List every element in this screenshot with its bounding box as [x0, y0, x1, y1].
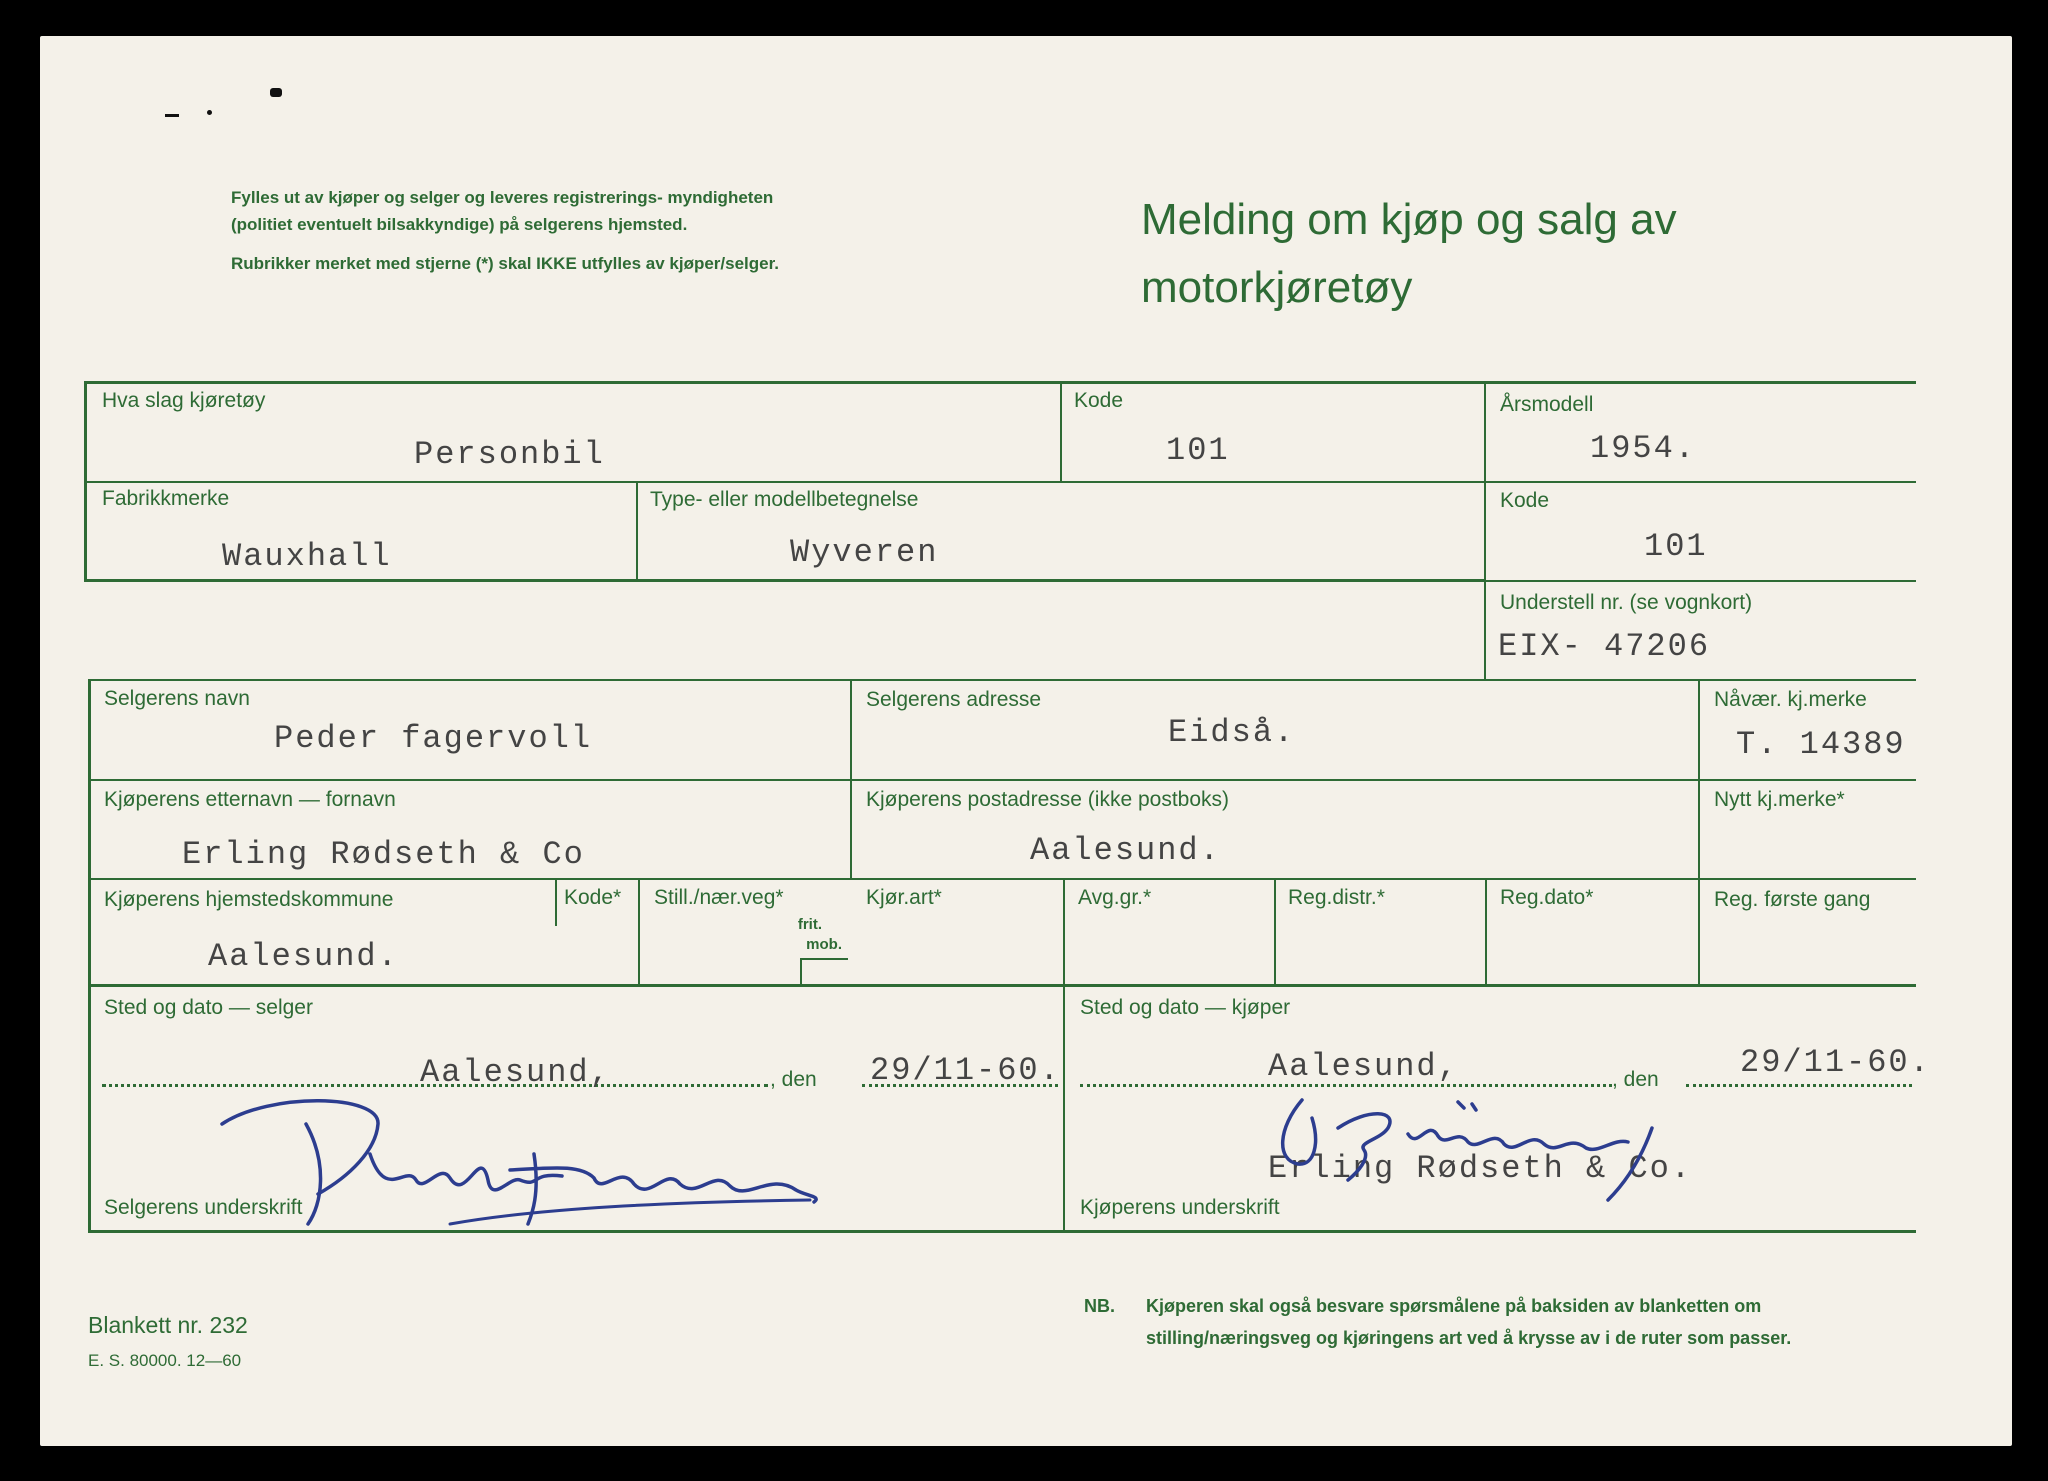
rule — [636, 481, 638, 581]
rule — [638, 880, 640, 986]
buyer-signature — [1268, 1088, 1688, 1206]
seller-address-label: Selgerens adresse — [866, 688, 1042, 711]
buyer-postal-value: Aalesund. — [1030, 832, 1221, 869]
seller-den-label: , den — [770, 1068, 817, 1091]
make-value: Wauxhall — [222, 538, 392, 575]
ink-speck — [270, 88, 282, 97]
buyer-place-date-label: Sted og dato — kjøper — [1080, 996, 1291, 1019]
chassis-label: Understell nr. (se vognkort) — [1500, 591, 1753, 614]
rule — [555, 880, 557, 926]
ink-speck — [207, 110, 212, 115]
buyer-stamp-value: Erling Rødseth & Co. — [1268, 1150, 1693, 1187]
model-year-label: Årsmodell — [1500, 393, 1594, 416]
rule — [88, 679, 91, 1233]
make-label: Fabrikkmerke — [102, 487, 230, 510]
vehicle-kode-value: 101 — [1166, 432, 1230, 469]
vehicle-kode-label: Kode — [1074, 389, 1124, 412]
buyer-name-label: Kjøperens etternavn — fornavn — [104, 788, 396, 811]
buyer-name-value: Erling Rødseth & Co — [182, 836, 585, 873]
rule — [850, 679, 852, 880]
rule — [88, 984, 1916, 987]
first-reg-label: Reg. første gang — [1714, 888, 1871, 911]
rule — [1484, 381, 1486, 681]
seller-address-value: Eidså. — [1168, 714, 1296, 751]
footer-left — [88, 1312, 248, 1371]
rule — [1485, 880, 1487, 986]
buyer-den-label: , den — [1612, 1068, 1659, 1091]
instructions-para-2: Rubrikker merket med stjerne (*) skal IKKE utfylles av kjøper/selger. — [231, 254, 780, 273]
fritid-label: frit. — [797, 916, 822, 933]
form-title — [1141, 186, 1861, 322]
tax-group-label: Avg.gr.* — [1078, 886, 1152, 909]
form-title-line-2: motorkjøretøy — [1141, 263, 1413, 312]
nb-tag: NB. — [1084, 1296, 1115, 1316]
rule — [800, 958, 848, 960]
seller-signature — [210, 1084, 830, 1232]
rule — [800, 958, 802, 986]
buyer-place-value: Aalesund, — [1268, 1048, 1459, 1085]
chassis-value: EIX- 47206 — [1498, 628, 1711, 665]
print-info: E. S. 80000. 12—60 — [88, 1351, 242, 1370]
rule — [84, 579, 1485, 582]
current-plate-value: T. 14389 — [1736, 726, 1906, 763]
rule — [1274, 880, 1276, 986]
rule — [88, 679, 1916, 681]
buyer-kode-label: Kode* — [564, 886, 622, 909]
model-year-value: 1954. — [1590, 430, 1697, 467]
reg-date-label: Reg.dato* — [1500, 886, 1594, 909]
blankett-number: Blankett nr. 232 — [88, 1312, 248, 1338]
rule — [1484, 481, 1916, 483]
seller-date-value: 29/11-60. — [870, 1052, 1061, 1089]
form-title-line-1: Melding om kjøp og salg av — [1141, 195, 1677, 244]
buyer-municipality-label: Kjøperens hjemstedskommune — [104, 888, 394, 911]
vehicle-type-label: Hva slag kjøretøy — [102, 389, 266, 412]
buyer-signature-label: Kjøperens underskrift — [1080, 1196, 1280, 1219]
vehicle-type-value: Personbil — [414, 436, 605, 473]
kode2-value: 101 — [1644, 528, 1708, 565]
seller-place-value: Aalesund, — [420, 1054, 611, 1091]
instructions-para-1: Fylles ut av kjøper og selger og leveres registrerings- myndigheten (politiet eventuelt bilsakkyndige) på selgerens hjemsted. — [231, 188, 774, 234]
kode2-label: Kode — [1500, 489, 1550, 512]
occupation-label: Still./nær.veg* — [654, 886, 784, 909]
mob-label: mob. — [806, 936, 842, 953]
rule — [1484, 580, 1916, 582]
use-label: Kjør.art* — [866, 886, 942, 909]
buyer-date-dots — [1686, 1084, 1912, 1087]
rule — [1698, 679, 1700, 986]
seller-name-label: Selgerens navn — [104, 687, 250, 710]
seller-signature-label: Selgerens underskrift — [104, 1196, 303, 1219]
new-plate-label: Nytt kj.merke* — [1714, 788, 1845, 811]
rule — [84, 481, 1485, 483]
buyer-postal-label: Kjøperens postadresse (ikke postboks) — [866, 788, 1229, 811]
rule — [84, 381, 1916, 384]
nb-note — [1084, 1290, 1804, 1354]
seller-name-value: Peder fagervoll — [274, 720, 593, 757]
rule — [88, 878, 1916, 880]
ink-speck — [165, 114, 179, 117]
buyer-municipality-value: Aalesund. — [208, 938, 399, 975]
current-plate-label: Nåvær. kj.merke — [1714, 688, 1867, 711]
buyer-date-value: 29/11-60. — [1740, 1044, 1931, 1081]
reg-district-label: Reg.distr.* — [1288, 886, 1385, 909]
seller-place-date-label: Sted og dato — selger — [104, 996, 313, 1019]
rule — [1063, 986, 1065, 1232]
model-value: Wyveren — [790, 534, 939, 571]
nb-text: Kjøperen skal også besvare spørsmålene på baksiden av blanketten om stilling/næringsveg og kjøringens art ved å krysse av i de ruter som passer. — [1146, 1296, 1792, 1348]
rule — [1063, 880, 1065, 986]
rule — [88, 779, 1916, 781]
model-label: Type- eller modellbetegnelse — [650, 488, 919, 511]
instructions — [231, 184, 811, 289]
rule — [1060, 381, 1062, 481]
